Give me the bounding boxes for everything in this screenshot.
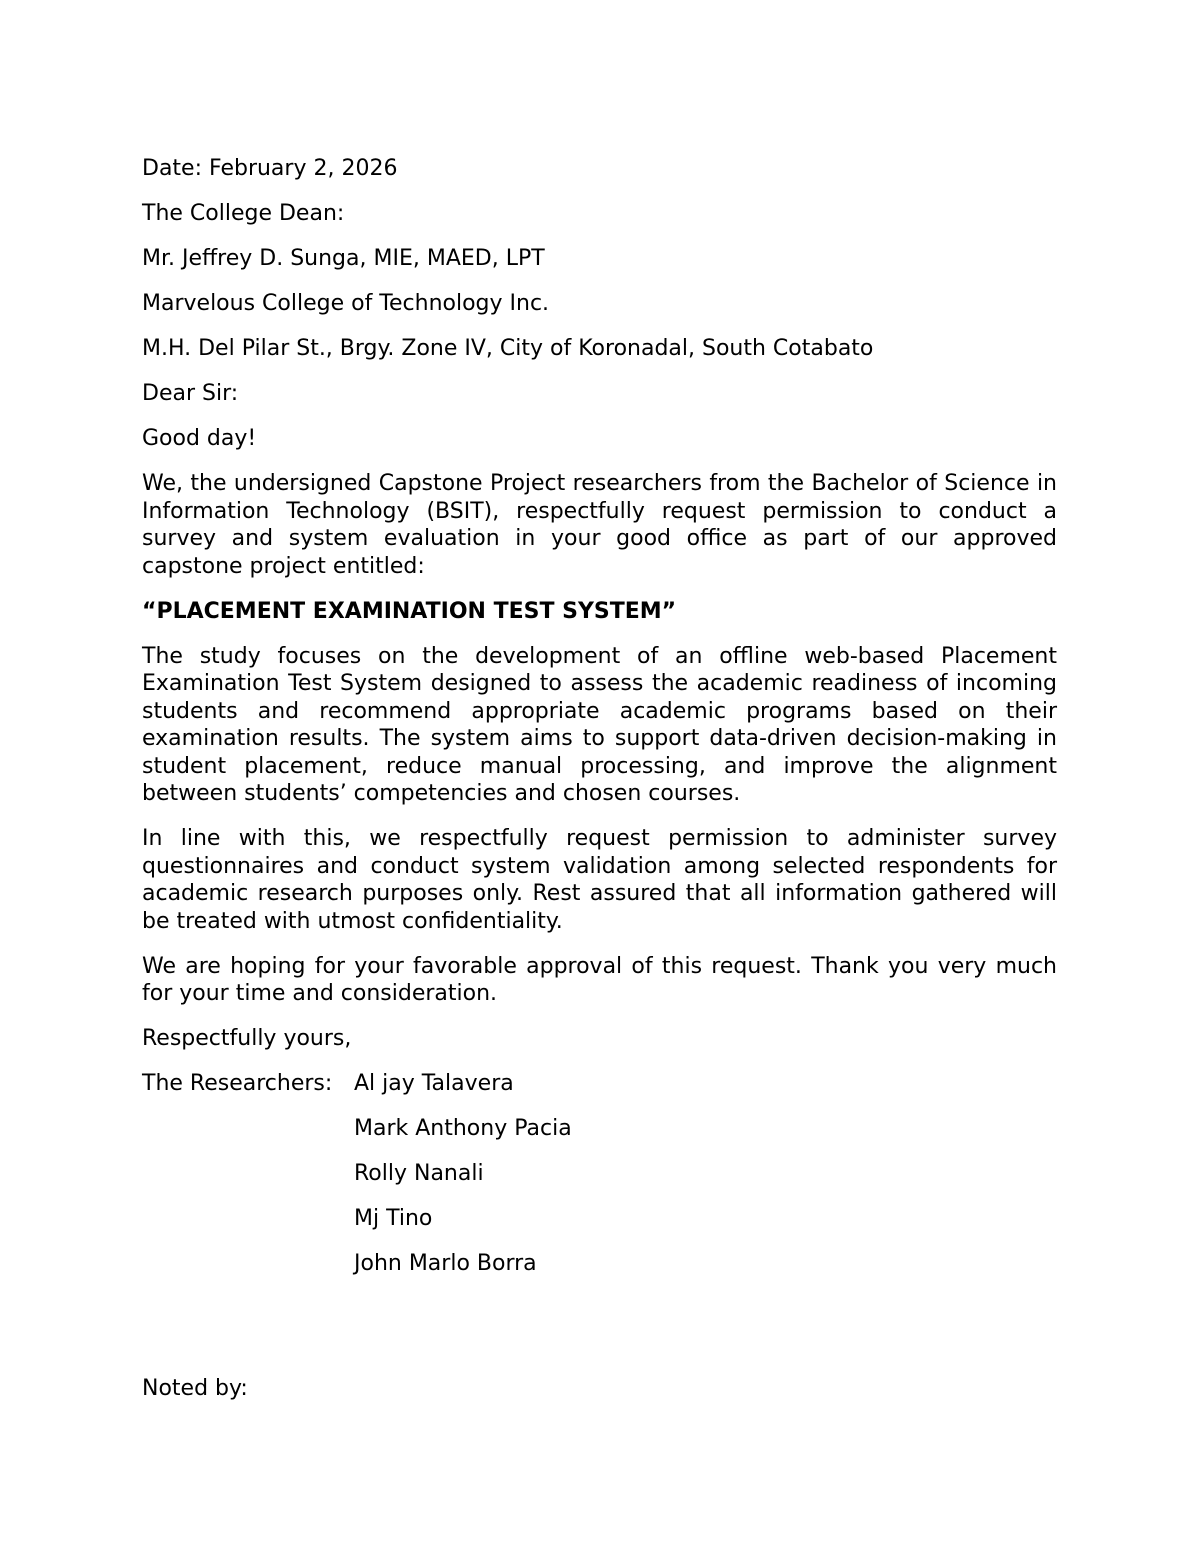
researcher-name: John Marlo Borra bbox=[354, 1251, 537, 1276]
researchers-label: The Researchers: bbox=[142, 1071, 333, 1096]
researcher-name: Al jay Talavera bbox=[354, 1071, 514, 1096]
greeting: Good day! bbox=[142, 426, 257, 451]
recipient-name: Mr. Jeffrey D. Sunga, MIE, MAED, LPT bbox=[142, 246, 545, 271]
project-title: “PLACEMENT EXAMINATION TEST SYSTEM” bbox=[142, 598, 677, 624]
researcher-name: Rolly Nanali bbox=[354, 1161, 484, 1186]
researchers-header-row bbox=[142, 1070, 1057, 1098]
letter-date: Date: February 2, 2026 bbox=[142, 156, 398, 181]
salutation: Dear Sir: bbox=[142, 381, 239, 406]
study-paragraph: The study focuses on the development of an offline web-based Placement Examination Test System designed to assess the academic readiness of incoming students and recommend appropriate academic programs based on their examination results. The system aims to support data-driven decision-making in student placement, reduce manual processing, and improve the alignment between students’ competencies and chosen courses. bbox=[142, 643, 1057, 806]
institution-address: M.H. Del Pilar St., Brgy. Zone IV, City of Koronadal, South Cotabato bbox=[142, 336, 874, 361]
researcher-name: Mark Anthony Pacia bbox=[354, 1116, 572, 1141]
intro-paragraph: We, the undersigned Capstone Project researchers from the Bachelor of Science in Information Technology (BSIT), respectfully request permission to conduct a survey and system evaluation in your good office as part of our approved capstone project entitled: bbox=[142, 471, 1057, 579]
closing-paragraph: We are hoping for your favorable approval of this request. Thank you very much for your time and consideration. bbox=[142, 953, 1057, 1006]
noted-by-label: Noted by: bbox=[142, 1376, 248, 1401]
recipient-title: The College Dean: bbox=[142, 201, 345, 226]
letter-body bbox=[142, 155, 1057, 1295]
researcher-name: Mj Tino bbox=[354, 1206, 433, 1231]
institution-name: Marvelous College of Technology Inc. bbox=[142, 291, 550, 316]
complimentary-close: Respectfully yours, bbox=[142, 1026, 352, 1051]
request-paragraph: In line with this, we respectfully request permission to administer survey questionnaires and conduct system validation among selected respondents for academic research purposes only. Rest assured that all information gathered will be treated with utmost confidentiality. bbox=[142, 826, 1057, 934]
